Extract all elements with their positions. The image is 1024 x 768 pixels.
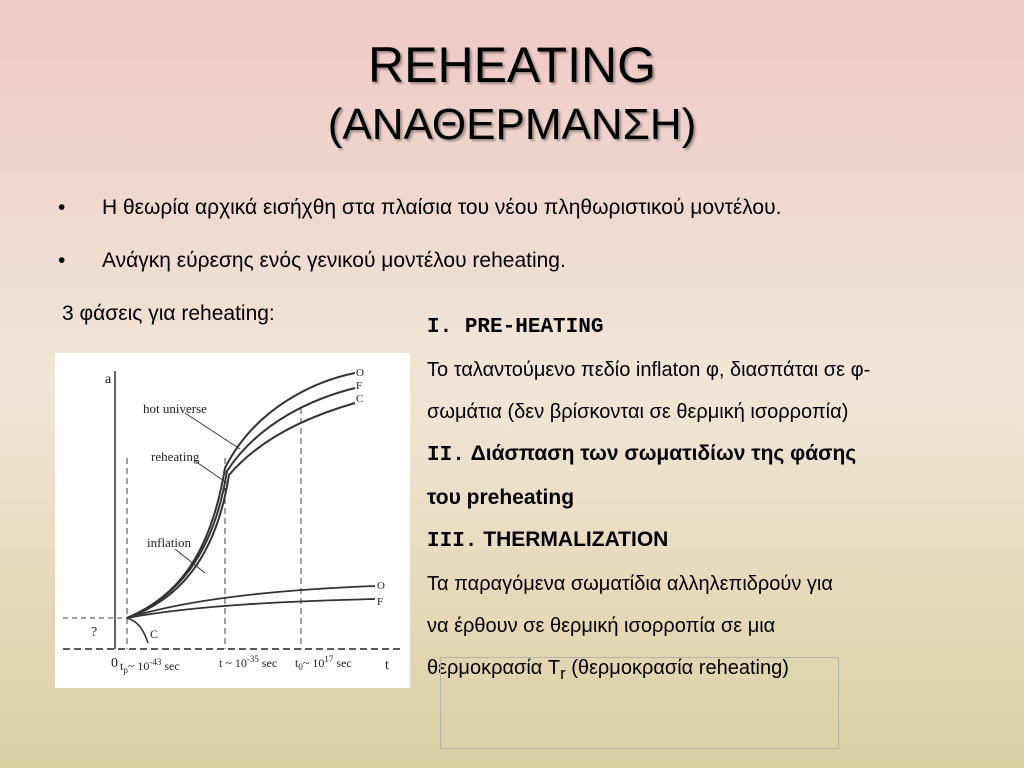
- bullet-item: [58, 249, 781, 302]
- phase-1-text-line-1: Το ταλαντούμενο πεδίο inflaton φ, διασπάται σε φ-: [427, 359, 871, 381]
- t2-tick-label: t ~ $10^{-35}$ sec: [219, 654, 278, 670]
- curve-c: [127, 403, 355, 618]
- curve-c-label: C: [356, 393, 364, 405]
- x-axis-label: t: [385, 658, 389, 673]
- phase-3-text-line-2: να έρθουν σε θερμική ισορροπία σε μια: [427, 615, 776, 637]
- phase-3-text-line-3: θερμοκρασία $T_r$ (θερμοκρασία reheating): [427, 657, 789, 683]
- curve-f: [127, 388, 355, 618]
- reheating-label: reheating: [151, 449, 200, 464]
- curve-o-lower: [127, 586, 375, 618]
- bullet-item: [58, 196, 781, 249]
- t0-tick-label: $t_0\sim$ $10^{17}$ sec: [295, 654, 352, 672]
- curve-c-lower-label: C: [150, 627, 159, 641]
- bullet-icon: •: [58, 249, 66, 272]
- phase-2-heading: [427, 433, 957, 477]
- bullet-text: Η θεωρία αρχικά εισήχθη στα πλαίσια του νέου πληθωριστικού μοντέλου.: [102, 196, 782, 219]
- phase-3-text-line-1: Τα παραγόμενα σωματίδια αλληλεπιδρούν για: [427, 573, 833, 595]
- curve-o-lower-label: O: [377, 580, 385, 592]
- phase-1-text-line-2: σωμάτια (δεν βρίσκονται σε θερμική ισορροπία): [427, 401, 849, 423]
- reheating-pointer: [195, 461, 227, 483]
- phase-1-number: I.: [427, 316, 453, 339]
- tp-tick-label: $t_p\sim$ $10^{-43}$ sec: [120, 657, 180, 675]
- curve-f-label: F: [356, 380, 363, 392]
- slide-title: REHEATING: [368, 37, 656, 93]
- phase-2-number: II.: [427, 444, 465, 467]
- bullet-list: [58, 196, 781, 302]
- hot-universe-label: hot universe: [143, 401, 207, 416]
- phases-panel: [427, 307, 957, 695]
- bullet-icon: •: [58, 196, 66, 219]
- hot-universe-pointer: [185, 413, 240, 449]
- curve-c-lower: [127, 618, 148, 643]
- curve-o-label: O: [356, 367, 364, 379]
- reheating-diagram: [55, 353, 410, 688]
- diagram-svg: [55, 353, 410, 688]
- phase-2-title-line-2: του preheating: [427, 486, 575, 509]
- phases-label: 3 φάσεις για reheating:: [62, 302, 275, 325]
- phase-1-heading: [427, 307, 957, 349]
- curve-f-lower-label: F: [377, 596, 384, 608]
- origin-label: 0: [111, 656, 118, 671]
- phase-3-number: III.: [427, 530, 478, 553]
- phase-2-title-line-1: Διάσπαση των σωματιδίων της φάσης: [470, 442, 857, 465]
- empty-frame: [440, 657, 839, 749]
- inflation-label: inflation: [147, 535, 192, 550]
- y-axis-label: a: [105, 372, 112, 387]
- phase-3-heading: [427, 519, 957, 563]
- phase-3-title: THERMALIZATION: [483, 528, 669, 551]
- unknown-label: ?: [91, 625, 98, 640]
- slide-subtitle: (ΑΝΑΘΕΡΜΑΝΣΗ): [327, 100, 697, 149]
- phase-1-title: PRE-HEATING: [464, 316, 604, 339]
- bullet-text: Ανάγκη εύρεσης ενός γενικού μοντέλου reheating.: [102, 249, 566, 272]
